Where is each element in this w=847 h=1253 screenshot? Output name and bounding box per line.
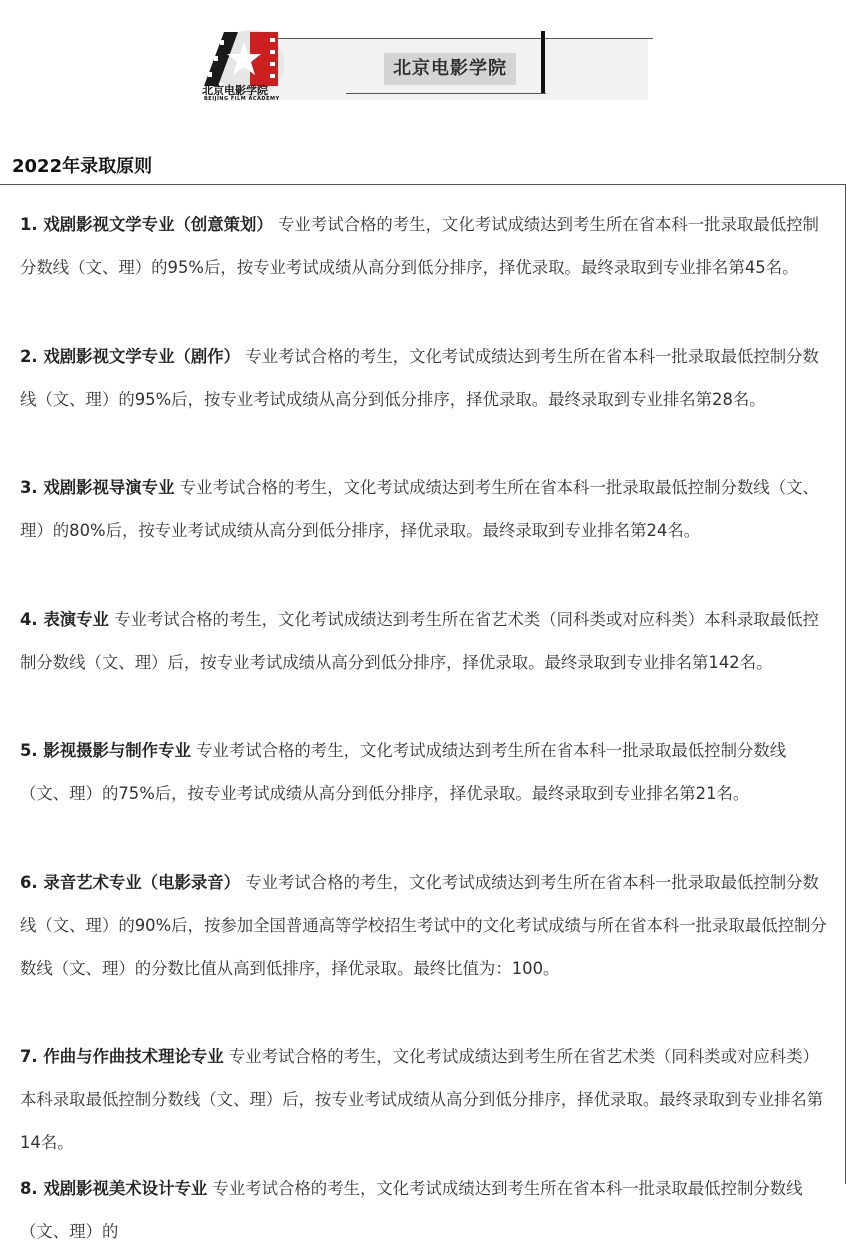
rule-body: 专业考试合格的考生，文化考试成绩达到考生所在省艺术类（同科类或对应科类）本科录取最低控制分数线（文、理）后，按专业考试成绩从高分到低分排序，择优录取。最终录取到专业排名第14名。	[20, 1047, 824, 1153]
rule-item	[20, 1035, 832, 1165]
rule-heading: 1. 戏剧影视文学专业（创意策划）	[20, 215, 273, 234]
logo-text: 北京电影学院	[202, 84, 268, 97]
rule-heading: 2. 戏剧影视文学专业（剧作）	[20, 347, 241, 366]
rule-body: 专业考试合格的考生，文化考试成绩达到考生所在省本科一批录取最低控制分数线（文、理）的90%后，按参加全国普通高等学校招生考试中的文化考试成绩与所在省本科一批录取最低控制分数线（文、理）的分数比值从高到低排序，择优录取。最终比值为：100。	[20, 873, 827, 979]
logo-subtext: BEIJING FILM ACADEMY	[204, 96, 280, 102]
rule-body: 专业考试合格的考生，文化考试成绩达到考生所在省艺术类（同科类或对应科类）本科录取最低控制分数线（文、理）后，按专业考试成绩从高分到低分排序，择优录取。最终录取到专业排名第142名。	[20, 610, 819, 673]
rule-body: 专业考试合格的考生，文化考试成绩达到考生所在省本科一批录取最低控制分数线（文、理）的	[20, 1179, 803, 1242]
rule-item	[20, 1167, 832, 1253]
rule-item	[20, 335, 832, 421]
rule-body: 专业考试合格的考生，文化考试成绩达到考生所在省本科一批录取最低控制分数线（文、理）的75%后，按专业考试成绩从高分到低分排序，择优录取。最终录取到专业排名第21名。	[20, 741, 787, 804]
banner-bottom-line	[346, 93, 546, 94]
header-banner	[198, 28, 658, 104]
rule-item	[20, 203, 832, 289]
rule-body: 专业考试合格的考生，文化考试成绩达到考生所在省本科一批录取最低控制分数线（文、理）的80%后，按专业考试成绩从高分到低分排序，择优录取。最终录取到专业排名第24名。	[20, 478, 819, 541]
banner-top-line	[273, 38, 653, 39]
rules-content-box	[0, 184, 846, 1242]
rule-item	[20, 729, 832, 815]
school-logo	[198, 28, 290, 104]
rule-heading: 8. 戏剧影视美术设计专业	[20, 1179, 208, 1198]
school-title: 北京电影学院	[384, 53, 516, 85]
rule-item	[20, 598, 832, 684]
rule-heading: 6. 录音艺术专业（电影录音）	[20, 873, 241, 892]
rule-body: 专业考试合格的考生，文化考试成绩达到考生所在省本科一批录取最低控制分数线（文、理）的95%后，按专业考试成绩从高分到低分排序，择优录取。最终录取到专业排名第45名。	[20, 215, 819, 278]
rule-heading: 7. 作曲与作曲技术理论专业	[20, 1047, 224, 1066]
rule-heading: 4. 表演专业	[20, 610, 109, 629]
rule-item	[20, 466, 832, 552]
rule-body: 专业考试合格的考生，文化考试成绩达到考生所在省本科一批录取最低控制分数线（文、理）的95%后，按专业考试成绩从高分到低分排序，择优录取。最终录取到专业排名第28名。	[20, 347, 819, 410]
rule-heading: 3. 戏剧影视导演专业	[20, 478, 175, 497]
banner-vertical-bar	[541, 31, 545, 93]
rule-heading: 5. 影视摄影与制作专业	[20, 741, 191, 760]
section-title: 2022年录取原则	[12, 156, 153, 177]
rule-item	[20, 861, 832, 991]
